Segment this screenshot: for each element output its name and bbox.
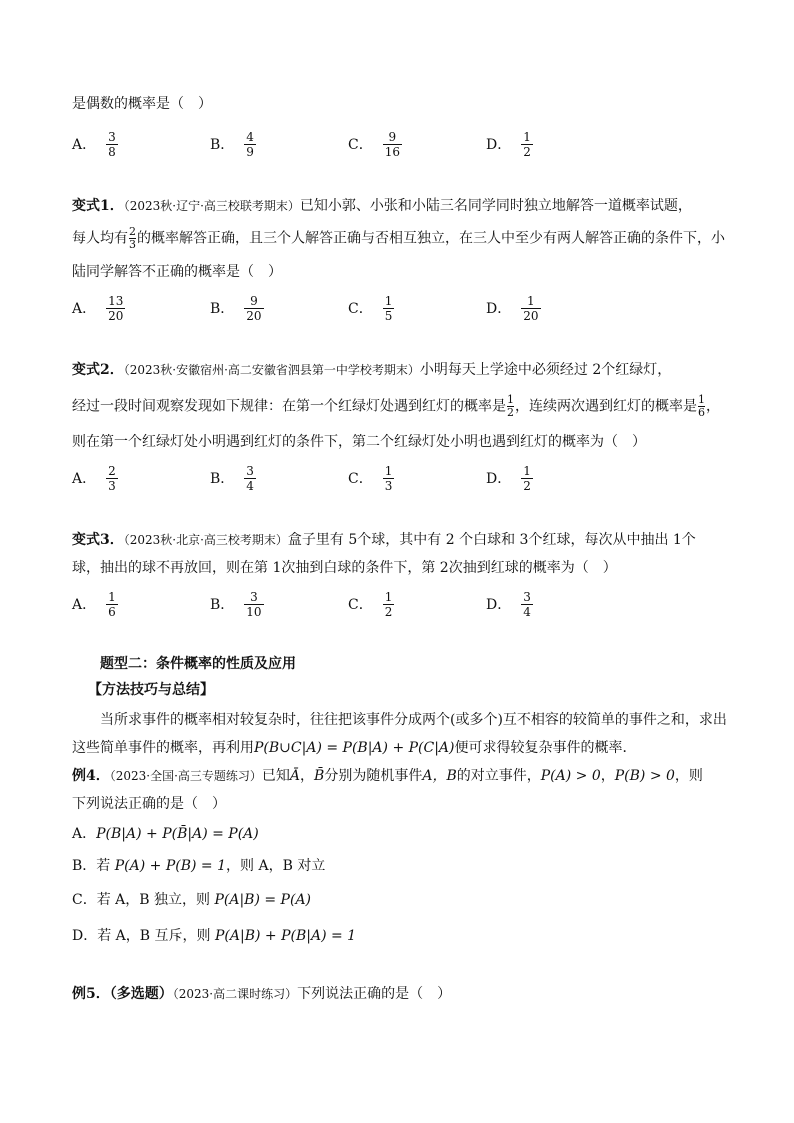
example-4-line-2 — [72, 794, 226, 814]
formula: P(A|B) + P(B|A) = 1 — [214, 928, 357, 944]
option-d[interactable] — [486, 460, 533, 496]
option-c[interactable] — [348, 460, 394, 496]
option-label: A． — [72, 471, 97, 487]
example-4-line-1 — [72, 766, 703, 786]
method-paragraph-line-2 — [72, 738, 637, 758]
fraction — [106, 294, 125, 323]
numerator: 1 — [523, 463, 531, 478]
example-4-text: 的对立事件， — [456, 768, 541, 784]
option-d[interactable] — [486, 126, 533, 162]
variant-3-title: 变式3． — [72, 532, 124, 548]
variant-1-line-3 — [72, 262, 282, 282]
fraction — [521, 294, 540, 323]
formula: P(A) > 0 — [540, 768, 601, 784]
option-b[interactable] — [210, 586, 264, 622]
formula: A，B — [422, 768, 457, 784]
denominator: 6 — [108, 604, 116, 619]
option-text: 若 A，B 独立，则 — [96, 892, 215, 908]
option-label: B． — [210, 471, 235, 487]
option-c[interactable] — [348, 586, 394, 622]
denominator: 5 — [384, 308, 393, 323]
option-label: C． — [348, 471, 373, 487]
fraction — [106, 590, 118, 619]
option-label: A． — [72, 597, 97, 613]
denominator: 2 — [507, 406, 514, 419]
option-a[interactable] — [72, 586, 118, 622]
example-4-text: ，则 — [674, 768, 703, 784]
denominator: 20 — [108, 308, 124, 323]
option-a[interactable] — [72, 290, 125, 326]
option-b[interactable] — [72, 856, 325, 876]
option-label: C． — [348, 597, 373, 613]
option-b[interactable] — [210, 460, 256, 496]
numerator: 3 — [250, 589, 258, 604]
option-label: B． — [210, 597, 235, 613]
option-b[interactable] — [210, 290, 264, 326]
formula: B̄ — [314, 768, 325, 784]
section-heading: 题型二：条件概率的性质及应用 — [100, 656, 296, 672]
variant-1-source: （2023秋·辽宁·高三校联考期末） — [123, 199, 300, 213]
example-4-text: ， — [300, 768, 315, 784]
denominator: 4 — [246, 478, 254, 493]
fraction — [383, 464, 395, 493]
option-b[interactable] — [210, 126, 256, 162]
option-label: B． — [72, 858, 97, 874]
variant-1-text: 每人均有 — [72, 230, 128, 247]
variant-2-line-2 — [72, 394, 720, 419]
fraction — [244, 294, 263, 323]
method-paragraph-line-1 — [100, 710, 727, 730]
option-label: C． — [348, 301, 373, 317]
numerator: 3 — [523, 589, 531, 604]
option-label: D． — [486, 301, 512, 317]
fraction — [244, 590, 263, 619]
fraction — [244, 130, 256, 159]
fraction — [521, 464, 533, 493]
variant-1-title: 变式1． — [72, 198, 124, 214]
option-d[interactable] — [486, 586, 533, 622]
option-a[interactable] — [72, 126, 118, 162]
variant-1-text: 陆同学解答不正确的概率是（ ） — [72, 264, 282, 280]
numerator: 3 — [108, 129, 116, 144]
options-row-variant-2 — [72, 460, 732, 496]
numerator: 1 — [527, 293, 535, 308]
denominator: 4 — [523, 604, 531, 619]
option-c[interactable] — [72, 890, 311, 910]
numerator: 9 — [388, 129, 397, 144]
denominator: 3 — [384, 478, 393, 493]
variant-3-text: 球，抽出的球不再放回，则在第 1次抽到白球的条件下，第 2次抽到红球的概率为（ ） — [72, 560, 617, 576]
option-label: D． — [486, 597, 512, 613]
option-text: 若 A，B 互斥，则 — [97, 928, 215, 944]
fraction — [383, 130, 402, 159]
variant-1-line-2 — [72, 226, 725, 251]
method-text: 这些简单事件的概率，再利用 — [72, 740, 254, 756]
options-row-variant-3 — [72, 586, 732, 622]
example-4-source: （2023·全国·高三专题练习） — [109, 769, 262, 783]
variant-2-line-1 — [72, 360, 671, 380]
variant-2-text: 则在第一个红绿灯处小明遇到红灯的条件下，第二个红绿灯处小明也遇到红灯的概率为（ ） — [72, 434, 646, 450]
fraction — [106, 464, 118, 493]
question-tail — [72, 94, 212, 114]
option-label: B． — [210, 301, 235, 317]
option-d[interactable] — [72, 926, 356, 946]
option-text: ，则 A，B 对立 — [226, 858, 326, 874]
numerator: 3 — [246, 463, 254, 478]
numerator: 1 — [507, 393, 514, 406]
formula: Ā — [289, 768, 301, 784]
variant-3-source: （2023秋·北京·高三校考期末） — [123, 533, 288, 547]
example-4-text: 下列说法正确的是（ ） — [72, 796, 226, 812]
numerator: 1 — [384, 463, 393, 478]
denominator: 10 — [246, 604, 262, 619]
fraction — [521, 590, 533, 619]
option-text: 若 — [96, 858, 115, 874]
denominator: 9 — [246, 144, 254, 159]
variant-2-source: （2023秋·安徽宿州·高二安徽省泗县第一中学校考期末） — [123, 363, 420, 377]
fraction — [507, 394, 514, 419]
options-row-q0 — [72, 126, 732, 162]
numerator: 1 — [698, 393, 705, 406]
formula: P(A|B) = P(A) — [214, 892, 312, 908]
example-5-source: （2023·高二课时练习） — [172, 987, 298, 1001]
denominator: 20 — [523, 308, 539, 323]
variant-3-text: 盒子里有 5个球，其中有 2 个白球和 3个红球，每次从中抽出 1个 — [287, 532, 696, 548]
denominator: 3 — [129, 238, 136, 251]
question-tail-text: 是偶数的概率是（ ） — [72, 96, 212, 112]
denominator: 20 — [246, 308, 262, 323]
fraction — [383, 590, 395, 619]
option-a[interactable] — [72, 824, 259, 844]
option-label: C． — [348, 137, 373, 153]
variant-2-text: 小明每天上学途中必须经过 2个红绿灯， — [419, 362, 672, 378]
numerator: 1 — [384, 293, 393, 308]
numerator: 13 — [108, 293, 124, 308]
denominator: 8 — [108, 144, 116, 159]
variant-1-text: 的概率解答正确，且三个人解答正确与否相互独立，在三人中至少有两人解答正确的条件下，小 — [137, 230, 725, 247]
variant-2-text: ， — [706, 398, 720, 415]
denominator: 6 — [698, 406, 705, 419]
variant-2-text: 经过一段时间观察发现如下规律：在第一个红绿灯处遇到红灯的概率是 — [72, 398, 506, 415]
example-4-title: 例4． — [72, 768, 110, 784]
fraction — [521, 130, 533, 159]
fraction — [244, 464, 256, 493]
formula: P(B|A) + P(B̄|A) = P(A) — [96, 826, 259, 842]
method-heading: 【方法技巧与总结】 — [88, 682, 214, 698]
fraction — [129, 226, 136, 251]
denominator: 16 — [384, 144, 400, 159]
numerator: 9 — [250, 293, 258, 308]
formula: P(B∪C|A) = P(B|A) + P(C|A) — [254, 740, 455, 756]
option-label: D． — [486, 471, 512, 487]
variant-3-line-1 — [72, 530, 696, 550]
example-5-text: 下列说法正确的是（ ） — [297, 986, 452, 1002]
fraction — [698, 394, 705, 419]
variant-2-title: 变式2． — [72, 362, 124, 378]
option-c[interactable] — [348, 290, 394, 326]
option-label: B． — [210, 137, 235, 153]
example-4-text: 分别为随机事件 — [324, 768, 423, 784]
numerator: 1 — [108, 589, 116, 604]
numerator: 1 — [384, 589, 393, 604]
option-c[interactable] — [348, 126, 402, 162]
example-4-text: ， — [600, 768, 615, 784]
variant-3-line-2 — [72, 558, 617, 578]
example-5-title: 例5． — [72, 986, 110, 1002]
numerator: 2 — [129, 225, 136, 238]
fraction — [106, 130, 118, 159]
example-4-text: 已知 — [261, 768, 290, 784]
numerator: 2 — [108, 463, 116, 478]
option-label: A． — [72, 137, 97, 153]
numerator: 1 — [523, 129, 531, 144]
numerator: 4 — [246, 129, 254, 144]
example-5-line-1 — [72, 984, 451, 1004]
option-label: A． — [72, 301, 97, 317]
option-label: D． — [486, 137, 512, 153]
variant-1-line-1 — [72, 196, 692, 216]
formula: P(B) > 0 — [614, 768, 675, 784]
option-a[interactable] — [72, 460, 118, 496]
fraction — [383, 294, 395, 323]
option-label: A． — [72, 826, 97, 842]
variant-2-line-3 — [72, 432, 646, 452]
options-row-variant-1 — [72, 290, 732, 326]
example-5-tag: （多选题） — [109, 986, 173, 1002]
option-label: C． — [72, 892, 97, 908]
variant-1-text: 已知小郭、小张和小陆三名同学同时独立地解答一道概率试题， — [299, 198, 692, 214]
method-text: 便可求得较复杂事件的概率． — [454, 740, 637, 756]
method-text: 当所求事件的概率相对较复杂时，往往把该事件分成两个(或多个)互不相容的较简单的事件之和，求出 — [100, 712, 727, 728]
variant-2-text: ，连续两次遇到红灯的概率是 — [515, 398, 697, 415]
denominator: 2 — [384, 604, 393, 619]
denominator: 2 — [523, 144, 531, 159]
denominator: 2 — [523, 478, 531, 493]
formula: P(A) + P(B) = 1 — [114, 858, 227, 874]
option-d[interactable] — [486, 290, 541, 326]
option-label: D． — [72, 928, 98, 944]
denominator: 3 — [108, 478, 116, 493]
